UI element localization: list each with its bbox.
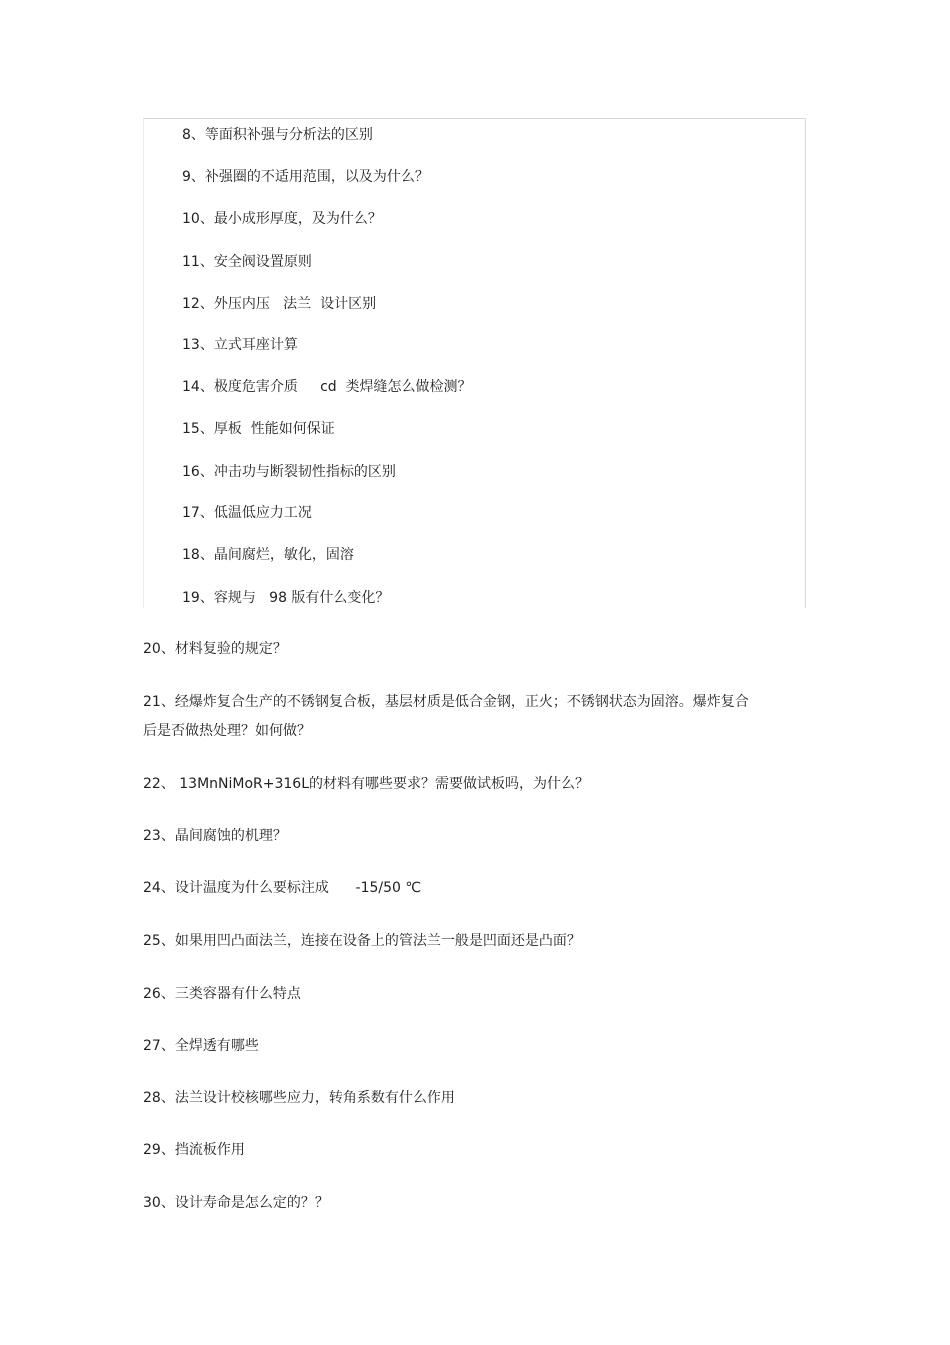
question-14: 14、极度危害介质 cd 类焊缝怎么做检测？ [182,379,472,395]
question-19: 19、容规与 98 版有什么变化？ [182,590,390,606]
question-29: 29、挡流板作用 [143,1142,245,1158]
question-23: 23、晶间腐蚀的机理？ [143,828,287,844]
question-15: 15、厚板 性能如何保证 [182,421,335,437]
question-16: 16、冲击功与断裂韧性指标的区别 [182,464,396,480]
question-17: 17、低温低应力工况 [182,505,312,521]
question-30: 30、设计寿命是怎么定的？？ [143,1195,329,1211]
question-10: 10、最小成形厚度，及为什么？ [182,211,382,227]
question-9: 9、补强圈的不适用范围，以及为什么？ [182,169,429,185]
question-8: 8、等面积补强与分析法的区别 [182,127,373,143]
question-22: 22、 13MnNiMoR+316L的材料有哪些要求？需要做试板吗，为什么？ [143,776,590,792]
question-28: 28、法兰设计校核哪些应力，转角系数有什么作用 [143,1090,455,1106]
boxed-question-list [143,118,806,608]
question-25: 25、如果用凹凸面法兰，连接在设备上的管法兰一般是凹面还是凸面？ [143,933,581,949]
question-13: 13、立式耳座计算 [182,337,298,353]
question-21: 21、经爆炸复合生产的不锈钢复合板，基层材质是低合金钢，正火；不锈钢状态为固溶。爆炸复合后是否做热处理？如何做？ [143,694,749,739]
question-18: 18、晶间腐烂，敏化，固溶 [182,547,354,563]
question-20: 20、材料复验的规定？ [143,641,287,657]
question-11: 11、安全阀设置原则 [182,254,312,270]
question-12: 12、外压内压 法兰 设计区别 [182,296,377,312]
question-26: 26、三类容器有什么特点 [143,986,301,1002]
question-24: 24、设计温度为什么要标注成 -15/50 ℃ [143,880,422,896]
question-27: 27、全焊透有哪些 [143,1038,259,1054]
